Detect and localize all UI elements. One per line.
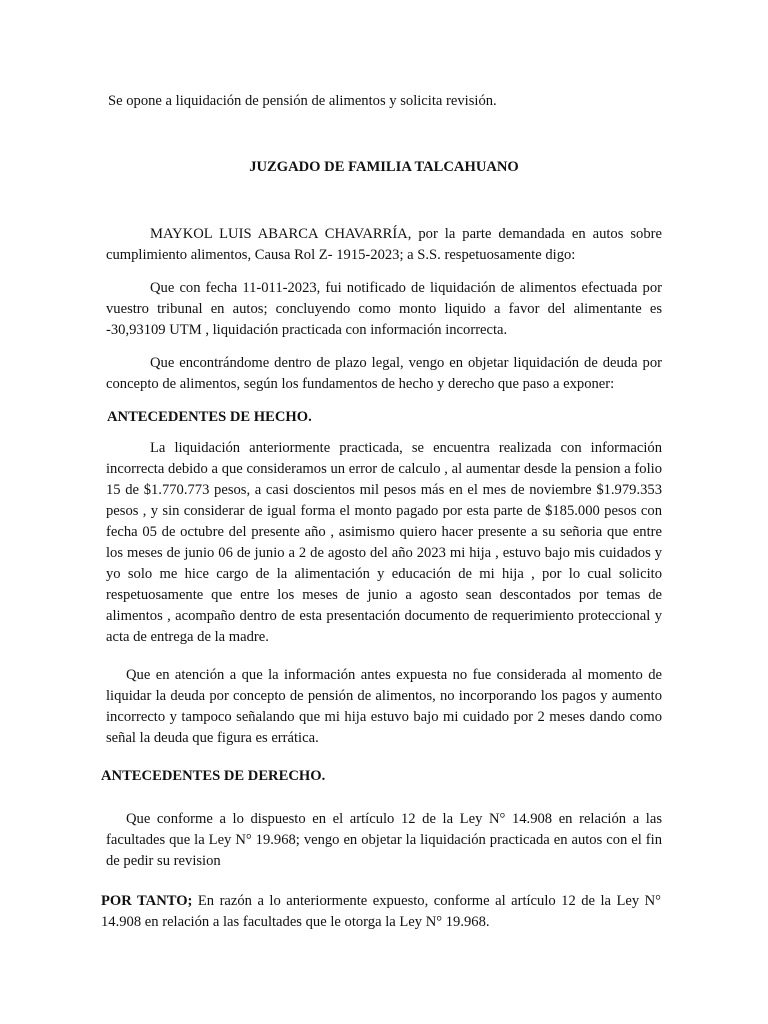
- closing-text: En razón a lo anteriormente expuesto, conforme al artículo 12 de la Ley N° 14.908 en relación a las facultades que le otorga la Ley N° 19.968.: [101, 893, 661, 930]
- consideration-paragraph: Que en atención a que la información antes expuesta no fue considerada al momento de liquidar la deuda por concepto de pensión de alimentos, no incorporando los pagos y aumento incorrecto y tampoco señalando que mi hija estuvo bajo mi cuidado por 2 meses dando como señal la deuda que figura es errática.: [106, 667, 662, 746]
- intro-paragraph: MAYKOL LUIS ABARCA CHAVARRÍA, por la parte demandada en autos sobre cumplimiento alimentos, Causa Rol Z- 1915-2023; a S.S. respetuosamente digo:: [106, 226, 662, 263]
- law-section-heading: ANTECEDENTES DE DERECHO.: [101, 768, 326, 784]
- facts-paragraph: La liquidación anteriormente practicada, se encuentra realizada con información incorrecta debido a que consideramos un error de calculo , al aumentar desde la pension a folio 15 de $1.770.773 pesos, a casi doscientos mil pesos más en el mes de noviembre $1.979.353 pesos , y sin considerar de igual forma el monto pagado por esta parte de $185.000 pesos con fecha 05 de octubre del presente año , asimismo quiero hacer presente a su señoria que entre los meses de junio 06 de junio a 2 de agosto del año 2023 mi hija , estuvo bajo mis cuidados y yo solo me hice cargo de la alimentación y educación de mi hija , por lo cual solicito respetuosamente que entre los meses de junio a agosto sean descontados por temas de alimentos , acompaño dentro de esta presentación documento de requerimiento proteccional y acta de entrega de la madre.: [106, 440, 662, 645]
- objection-paragraph: Que encontrándome dentro de plazo legal, vengo en objetar liquidación de deuda por concepto de alimentos, según los fundamentos de hecho y derecho que paso a exponer:: [106, 355, 662, 392]
- notification-paragraph: Que con fecha 11-011-2023, fui notificado de liquidación de alimentos efectuada por vuestro tribunal en autos; concluyendo como monto liquido a favor del alimentante es -30,93109 UTM , liquidación practicada con información incorrecta.: [106, 280, 662, 338]
- law-paragraph: Que conforme a lo dispuesto en el artículo 12 de la Ley N° 14.908 en relación a las facultades que la Ley N° 19.968; vengo en objetar la liquidación practicada en autos con el fin de pedir su revision: [106, 811, 662, 869]
- facts-section-heading: ANTECEDENTES DE HECHO.: [107, 409, 312, 425]
- closing-paragraph: [101, 891, 661, 933]
- closing-label: POR TANTO;: [101, 893, 193, 909]
- court-heading: JUZGADO DE FAMILIA TALCAHUANO: [249, 159, 519, 175]
- summary-line: Se opone a liquidación de pensión de alimentos y solicita revisión.: [108, 93, 497, 109]
